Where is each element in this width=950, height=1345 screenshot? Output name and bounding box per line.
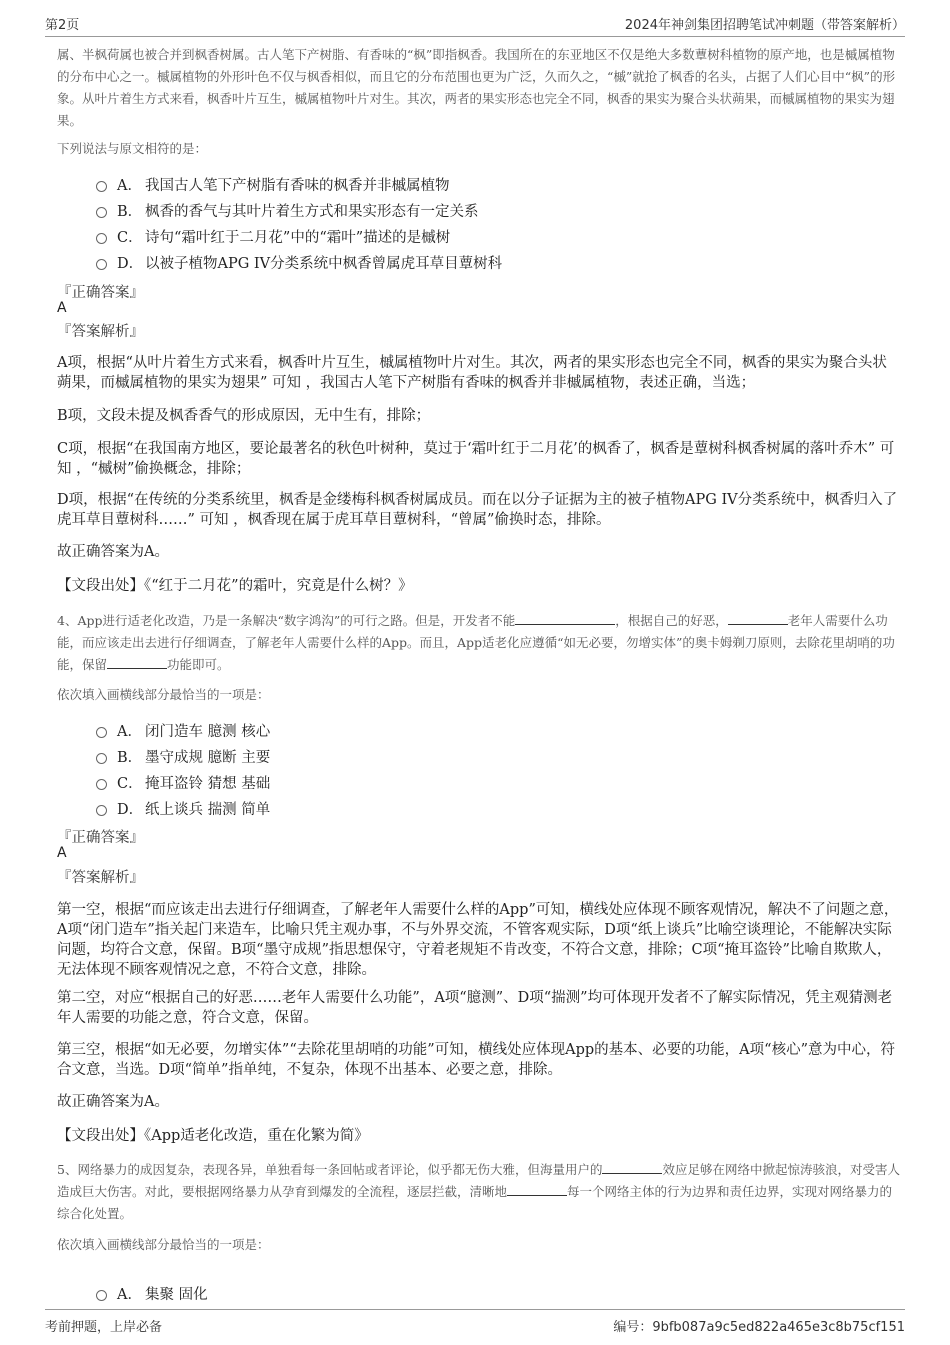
blank-1[interactable] (515, 612, 615, 625)
q3-analysis-d: D项，根据“在传统的分类系统里，枫香是金缕梅科枫香树属成员。而在以分子证据为主的被子植物APG IV分类系统中，枫香归入了虎耳草目蕈树科……” 可知 ，枫香现在属于虎耳草目蕈树科，“曾属”偷换时态，排除。 (57, 492, 898, 528)
q4-options (96, 717, 796, 821)
q4-analysis-1: 第一空，根据“而应该走出去进行仔细调查，了解老年人需要什么样的App”可知，横线处应体现不顾客观情况，解决不了问题之意，A项“闭门造车”指关起门来造车，比喻只凭主观办事，不与外界交流，不管客观实际，D项“纸上谈兵”比喻空谈理论，不能解决实际问题，均符合文意，保留。B项“墨守成规”指思想保守，守着老规矩不肯改变，不符合文意，排除；C项“掩耳盗铃”比喻自欺欺人，无法体现不顾客观情况之意，不符合文意，排除。 (57, 902, 899, 978)
radio-icon[interactable] (96, 207, 107, 218)
q4-analysis-2: 第二空，对应“根据自己的好恶……老年人需要什么功能”，A项“臆测”、D项“揣测”均可体现开发者不了解实际情况，凭主观猜测老年人需要的功能之意，符合文意，保留。 (57, 990, 893, 1026)
q3-analysis-label: 『答案解析』 (57, 324, 144, 340)
q4-option-b[interactable]: B． 墨守成规 臆断 主要 (96, 743, 796, 769)
q4-option-d[interactable]: D． 纸上谈兵 揣测 简单 (96, 795, 796, 821)
q4-source: 【文段出处】《App适老化改造，重在化繁为简》 (57, 1128, 369, 1144)
q4-option-a[interactable]: A． 闭门造车 臆测 核心 (96, 717, 796, 743)
q3-option-d[interactable]: D． 以被子植物APG IV分类系统中枫香曾属虎耳草目蕈树科 (96, 249, 796, 275)
q4-conclusion: 故正确答案为A。 (57, 1094, 169, 1110)
q5-options (96, 1280, 796, 1306)
blank-1[interactable] (602, 1161, 662, 1174)
q3-option-b[interactable]: B． 枫香的香气与其叶片着生方式和果实形态有一定关系 (96, 197, 796, 223)
q5-option-a[interactable]: A． 集聚 固化 (96, 1280, 796, 1306)
page-header (45, 14, 905, 37)
q3-option-c[interactable]: C． 诗句“霜叶红于二月花”中的“霜叶”描述的是槭树 (96, 223, 796, 249)
q3-analysis-c: C项，根据“在我国南方地区，要论最著名的秋色叶树种，莫过于‘霜叶红于二月花’的枫香了，枫香是蕈树科枫香树属的落叶乔木” 可知 ，“槭树”偷换概念，排除； (57, 441, 895, 477)
q4-prompt: 依次填入画横线部分最恰当的一项是： (57, 687, 270, 702)
blank-2[interactable] (728, 612, 788, 625)
q4-analysis-label: 『答案解析』 (57, 870, 144, 886)
q3-analysis-a: A项，根据“从叶片着生方式来看，枫香叶片互生，槭属植物叶片对生。其次，两者的果实形态也完全不同，枫香的果实为聚合头状蒴果，而槭属植物的果实为翅果” 可知 ，我国古人笔下产树脂有香味的枫香并非槭属植物，表述正确，当选； (57, 355, 887, 391)
q3-analysis-b: B项，文段未提及枫香香气的形成原因，无中生有，排除； (57, 408, 431, 424)
blank-2[interactable] (507, 1183, 567, 1196)
page-number: 第2页 (45, 18, 80, 33)
blank-3[interactable] (107, 656, 167, 669)
q5-prompt: 依次填入画横线部分最恰当的一项是： (57, 1237, 270, 1252)
q4-correct-label: 『正确答案』 (57, 830, 144, 846)
radio-icon[interactable] (96, 805, 107, 816)
radio-icon[interactable] (96, 1290, 107, 1301)
q5-stem: 5、网络暴力的成因复杂，表现各异，单独看每一条回帖或者评论，似乎都无伤大雅，但海量用户的 效应足够在网络中掀起惊涛骇浪，对受害人造成巨大伤害。对此，要根据网络暴力从孕育到爆发的全流程，逐层拦截，清晰地 每一个网络主体的行为边界和责任边界，实现对网络暴力的综合化处置。 (57, 1162, 900, 1221)
q3-source: 【文段出处】《“红于二月花”的霜叶，究竟是什么树？》 (57, 578, 413, 594)
q3-passage: 属、半枫荷属也被合并到枫香树属。古人笔下产树脂、有香味的“枫”即指枫香。我国所在的东亚地区不仅是绝大多数蕈树科植物的原产地，也是槭属植物的分布中心之一。槭属植物的外形叶色不仅与枫香相似，而且它的分布范围也更为广泛，久而久之，“槭”就抢了枫香的名头，占据了人们心目中“枫”的形象。从叶片着生方式来看，枫香叶片互生，槭属植物叶片对生。其次，两者的果实形态也完全不同，枫香的果实为聚合头状蒴果，而槭属植物的果实为翅果。 (57, 47, 896, 128)
radio-icon[interactable] (96, 753, 107, 764)
q3-conclusion: 故正确答案为A。 (57, 544, 169, 560)
footer-slogan: 考前押题，上岸必备 (45, 1320, 163, 1335)
radio-icon[interactable] (96, 727, 107, 738)
q3-correct-answer: A (57, 300, 67, 316)
q3-correct-label: 『正确答案』 (57, 285, 144, 301)
q4-stem: 4、App进行适老化改造，乃是一条解决“数字鸿沟”的可行之路。但是，开发者不能 ，根据自己的好恶， 老年人需要什么功能，而应该走出去进行仔细调查，了解老年人需要什么样的App。而且，App适老化应遵循“如无必要，勿增实体”的奥卡姆剃刀原则，去除花里胡哨的功能，保留 功能即可。 (57, 613, 895, 672)
page-footer (45, 1309, 905, 1340)
q3-options (96, 171, 796, 275)
document-title: 2024年神剑集团招聘笔试冲刺题（带答案解析） (624, 18, 905, 33)
q3-option-a[interactable]: A． 我国古人笔下产树脂有香味的枫香并非槭属植物 (96, 171, 796, 197)
q4-option-c[interactable]: C． 掩耳盗铃 猜想 基础 (96, 769, 796, 795)
radio-icon[interactable] (96, 779, 107, 790)
radio-icon[interactable] (96, 181, 107, 192)
q4-analysis-3: 第三空，根据“如无必要，勿增实体”“去除花里胡哨的功能”可知，横线处应体现App的基本、必要的功能，A项“核心”意为中心，符合文意，当选。D项“简单”指单纯，不复杂，体现不出基本、必要之意，排除。 (57, 1042, 895, 1078)
q4-correct-answer: A (57, 845, 67, 861)
q3-prompt: 下列说法与原文相符的是： (57, 141, 208, 156)
radio-icon[interactable] (96, 233, 107, 244)
radio-icon[interactable] (96, 259, 107, 270)
document-id: 编号：9bfb087a9c5ed822a465e3c8b75cf151 (613, 1320, 905, 1335)
